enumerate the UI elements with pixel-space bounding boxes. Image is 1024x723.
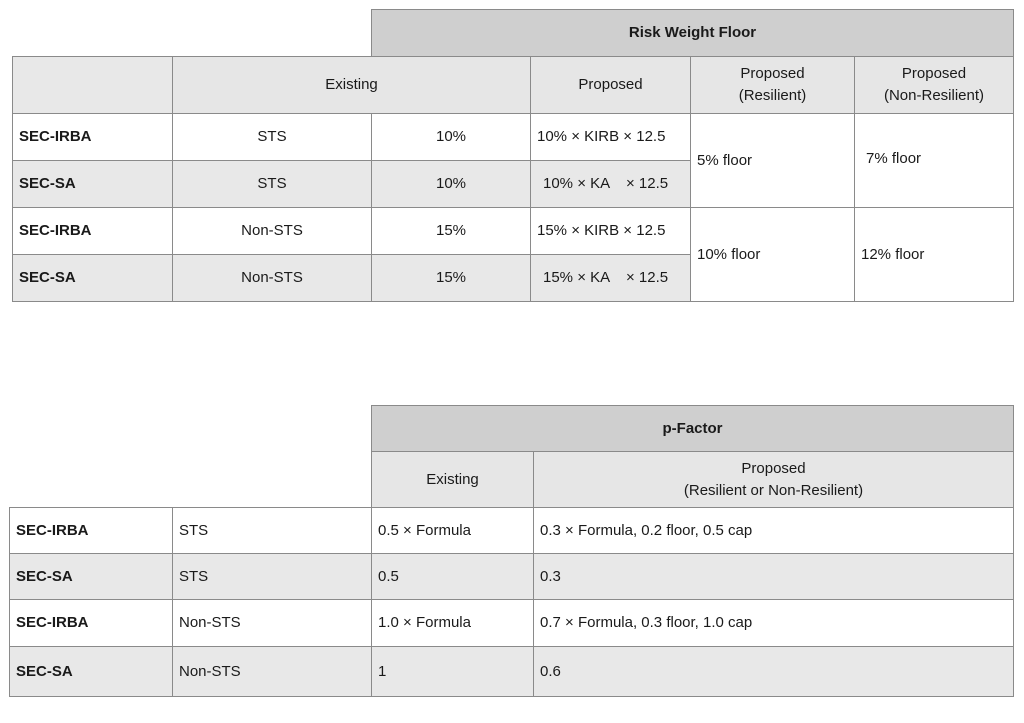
table2-title: p-Factor — [371, 405, 1014, 452]
table1-row2-existing: 10% — [371, 160, 531, 208]
table2-header-existing: Existing — [371, 451, 534, 508]
table2-row3-existing: 1.0 × Formula — [371, 599, 534, 647]
table2-row1-type: STS — [172, 507, 372, 554]
table1-corner-cell — [12, 56, 173, 114]
table2-row4-approach: SEC-SA — [9, 646, 173, 697]
table1-row3-existing: 15% — [371, 207, 531, 255]
table1-row2-proposed: 10% × KA × 12.5 — [530, 160, 691, 208]
table2-row1-existing: 0.5 × Formula — [371, 507, 534, 554]
table1-row3-proposed: 15% × KIRB × 12.5 — [530, 207, 691, 255]
table1-header-proposed: Proposed — [530, 56, 691, 114]
table1-row1-type: STS — [172, 113, 372, 161]
table2-row2-type: STS — [172, 553, 372, 600]
header-line: (Resilient) — [738, 87, 807, 104]
table2-row2-existing: 0.5 — [371, 553, 534, 600]
table2-row2-proposed: 0.3 — [533, 553, 1014, 600]
table1-header-existing: Existing — [172, 56, 531, 114]
table1-header-proposed-nonresilient — [854, 56, 1014, 114]
table1-row3-approach: SEC-IRBA — [12, 207, 173, 255]
table2-row3-type: Non-STS — [172, 599, 372, 647]
table1-sts-resilient-floor: 5% floor — [690, 113, 855, 208]
table1-row3-type: Non-STS — [172, 207, 372, 255]
table2-row1-approach: SEC-IRBA — [9, 507, 173, 554]
table1-row1-proposed: 10% × KIRB × 12.5 — [530, 113, 691, 161]
table1-row1-existing: 10% — [371, 113, 531, 161]
table1-row4-type: Non-STS — [172, 254, 372, 302]
table2-row3-proposed: 0.7 × Formula, 0.3 floor, 1.0 cap — [533, 599, 1014, 647]
header-line: (Resilient or Non-Resilient) — [683, 481, 864, 499]
header-line: Proposed — [740, 65, 805, 83]
table1-row2-type: STS — [172, 160, 372, 208]
table1-nonsts-nonresilient-floor: 12% floor — [854, 207, 1014, 302]
table2-row2-approach: SEC-SA — [9, 553, 173, 600]
table1-title: Risk Weight Floor — [371, 9, 1014, 57]
table1-row4-approach: SEC-SA — [12, 254, 173, 302]
table1-header-proposed-resilient — [690, 56, 855, 114]
table1-row4-proposed: 15% × KA × 12.5 — [530, 254, 691, 302]
table1-sts-nonresilient-floor: 7% floor — [854, 113, 1014, 208]
table2-row4-type: Non-STS — [172, 646, 372, 697]
table1-nonsts-resilient-floor: 10% floor — [690, 207, 855, 302]
table1-row1-approach: SEC-IRBA — [12, 113, 173, 161]
table2-row3-approach: SEC-IRBA — [9, 599, 173, 647]
header-line: Proposed — [901, 65, 967, 83]
table2-row4-existing: 1 — [371, 646, 534, 697]
table2-row4-proposed: 0.6 — [533, 646, 1014, 697]
header-line: Proposed — [741, 459, 806, 477]
table2-row1-proposed: 0.3 × Formula, 0.2 floor, 0.5 cap — [533, 507, 1014, 554]
table1-row2-approach: SEC-SA — [12, 160, 173, 208]
header-line: (Non-Resilient) — [883, 87, 985, 104]
table2-header-proposed — [533, 451, 1014, 508]
table1-row4-existing: 15% — [371, 254, 531, 302]
